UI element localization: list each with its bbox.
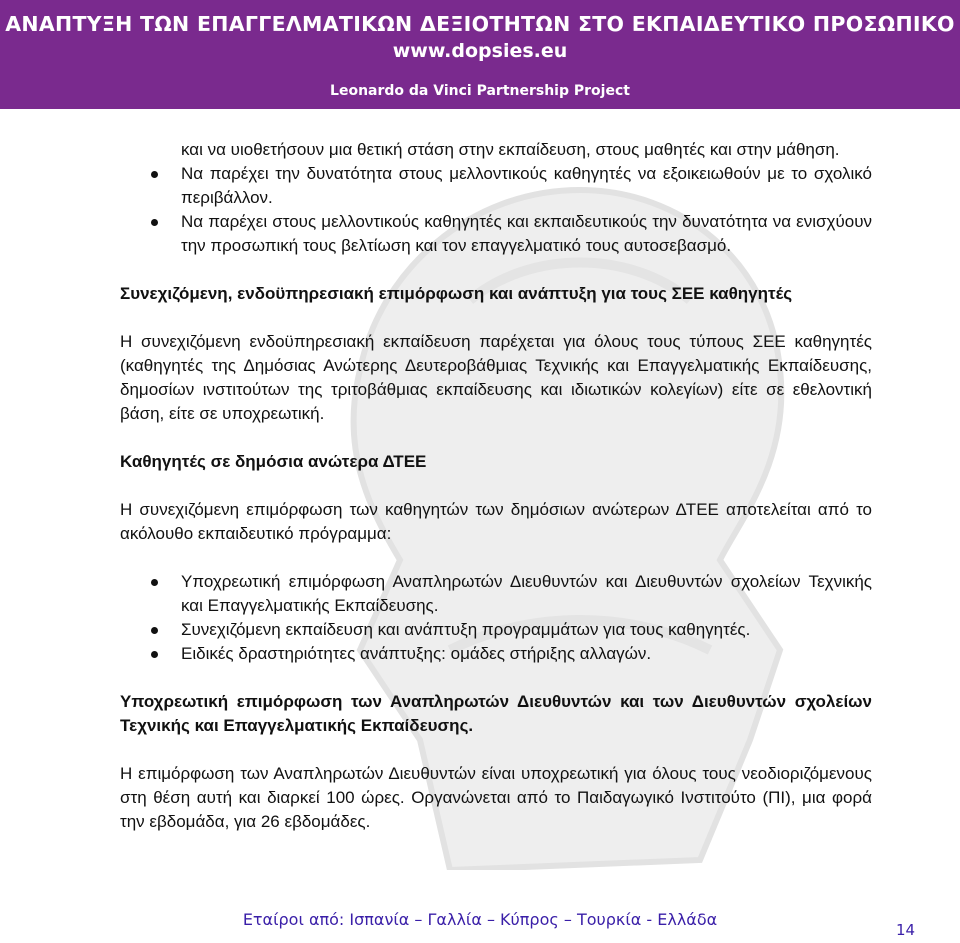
list-item: Να παρέχει στους μελλοντικούς καθηγητές και εκπαιδευτικούς την δυνατότητα να ενισχύουν την προσωπική τους βελτίωση και τον επαγγελματικό τους αυτοσεβασμό. (120, 210, 872, 258)
bullet-list-a (120, 162, 872, 258)
section-heading: Υποχρεωτική επιμόρφωση των Αναπληρωτών Διευθυντών και των Διευθυντών σχολείων Τεχνικής και Επαγγελματικής Εκπαίδευσης. (120, 692, 872, 735)
list-item: Ειδικές δραστηριότητες ανάπτυξης: ομάδες στήριξης αλλαγών. (120, 642, 872, 666)
bullet-icon (151, 651, 158, 658)
bullet-icon (151, 627, 158, 634)
header-url[interactable]: www.dopsies.eu (392, 40, 568, 62)
document-body (120, 138, 872, 834)
bullet-icon (151, 219, 158, 226)
continued-text: και να υιοθετήσουν μια θετική στάση στην εκπαίδευση, στους μαθητές και στην μάθηση. (181, 140, 840, 159)
paragraph: Η επιμόρφωση των Αναπληρωτών Διευθυντών είναι υποχρεωτική για όλους τους νεοδιοριζόμενους στη θέση αυτή και διαρκεί 100 ώρες. Οργανώνεται από το Παιδαγωγικό Ινστιτούτο (ΠΙ), μια φορά την εβδομάδα, για 26 εβδομάδες. (120, 764, 872, 831)
paragraph: Η συνεχιζόμενη ενδοϋπηρεσιακή εκπαίδευση παρέχεται για όλους τους τύπους ΣΕΕ καθηγητές (καθηγητές της Δημόσιας Ανώτερης Δευτεροβάθμιας Τεχνικής και Επαγγελματικής Εκπαίδευσης, δημοσίων ινστιτούτων της τριτοβάθμιας εκπαίδευσης και ιδιωτικών κολεγίων) είτε σε εθελοντική βάση, είτε σε υποχρεωτική. (120, 332, 872, 423)
bullet-list-b (120, 570, 872, 666)
header-title: ΑΝΑΠΤΥΞΗ ΤΩΝ ΕΠΑΓΓΕΛΜΑΤΙΚΩΝ ΔΕΞΙΟΤΗΤΩΝ ΣΤΟ ΕΚΠΑΙΔΕΥΤΙΚΟ ΠΡΟΣΩΠΙΚΟ (5, 12, 955, 36)
list-item: Συνεχιζόμενη εκπαίδευση και ανάπτυξη προγραμμάτων για τους καθηγητές. (120, 618, 872, 642)
footer-partners: Εταίροι από: Ισπανία – Γαλλία – Κύπρος – Τουρκία - Ελλάδα (242, 910, 718, 929)
list-item: Να παρέχει την δυνατότητα στους μελλοντικούς καθηγητές να εξοικειωθούν με το σχολικό περιβάλλον. (120, 162, 872, 210)
header-project: Leonardo da Vinci Partnership Project (330, 83, 630, 99)
paragraph: Η συνεχιζόμενη επιμόρφωση των καθηγητών των δημόσιων ανώτερων ΔΤΕΕ αποτελείται από το ακόλουθο εκπαιδευτικό πρόγραμμα: (120, 500, 872, 543)
page-number: 14 (896, 921, 916, 939)
page-header (0, 0, 960, 109)
section-heading: Συνεχιζόμενη, ενδοϋπηρεσιακή επιμόρφωση και ανάπτυξη για τους ΣΕΕ καθηγητές (120, 284, 793, 303)
bullet-icon (151, 579, 158, 586)
list-item: Υποχρεωτική επιμόρφωση Αναπληρωτών Διευθυντών και Διευθυντών σχολείων Τεχνικής και Επαγγελματικής Εκπαίδευσης. (120, 570, 872, 618)
section-heading: Καθηγητές σε δημόσια ανώτερα ΔΤΕΕ (120, 452, 427, 471)
bullet-icon (151, 171, 158, 178)
